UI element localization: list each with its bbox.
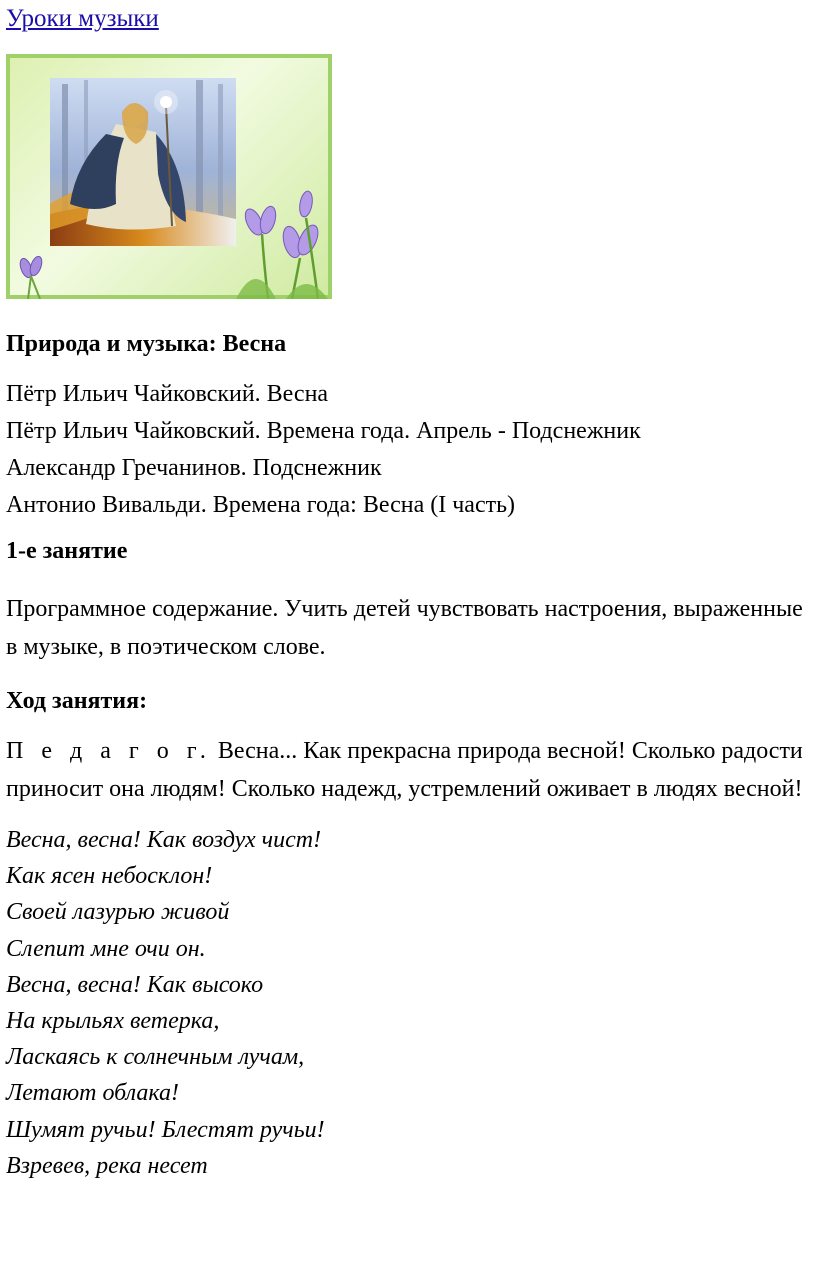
poem-line: Слепит мне очи он. bbox=[6, 935, 206, 962]
work-item: Антонио Вивальди. Времена года: Весна (I часть) bbox=[6, 492, 516, 518]
course-title: Ход занятия: bbox=[6, 688, 148, 714]
work-item: Пётр Ильич Чайковский. Времена года. Апрель - Подснежник bbox=[6, 418, 641, 444]
lessons-link[interactable]: Уроки музыки bbox=[6, 5, 159, 32]
work-item: Александр Гречанинов. Подснежник bbox=[6, 455, 382, 481]
program-paragraph: Программное содержание. Учить детей чувствовать настроения, выраженные в музыке, в поэтическом слове. bbox=[6, 596, 803, 660]
poem-line: Как ясен небосклон! bbox=[6, 863, 213, 890]
teacher-label: П е д а г о г. bbox=[6, 738, 212, 764]
poem-line: Своей лазурью живой bbox=[6, 899, 230, 926]
works-list bbox=[6, 376, 810, 524]
poem-line: Летают облака! bbox=[6, 1080, 180, 1107]
poem-line: Взревев, река несет bbox=[6, 1152, 208, 1179]
poem-line: Ласкаясь к солнечным лучам, bbox=[6, 1044, 305, 1071]
poem bbox=[6, 822, 810, 1184]
lesson-title: 1-е занятие bbox=[6, 538, 128, 564]
poem-line: Весна, весна! Как воздух чист! bbox=[6, 827, 322, 853]
work-item: Пётр Ильич Чайковский. Весна bbox=[6, 381, 329, 407]
spring-illustration bbox=[6, 54, 332, 299]
poem-line: На крыльях ветерка, bbox=[6, 1008, 220, 1035]
teacher-text: Весна... Как прекрасна природа весной! Сколько радости приносит она людям! Сколько надежд, устремлений оживает в людях весной! bbox=[6, 738, 803, 802]
teacher-paragraph bbox=[6, 732, 810, 808]
poem-line: Шумят ручьи! Блестят ручьи! bbox=[6, 1116, 325, 1143]
spring-painting-graphic bbox=[6, 54, 332, 299]
section-title: Природа и музыка: Весна bbox=[6, 331, 287, 357]
poem-line: Весна, весна! Как высоко bbox=[6, 971, 264, 998]
